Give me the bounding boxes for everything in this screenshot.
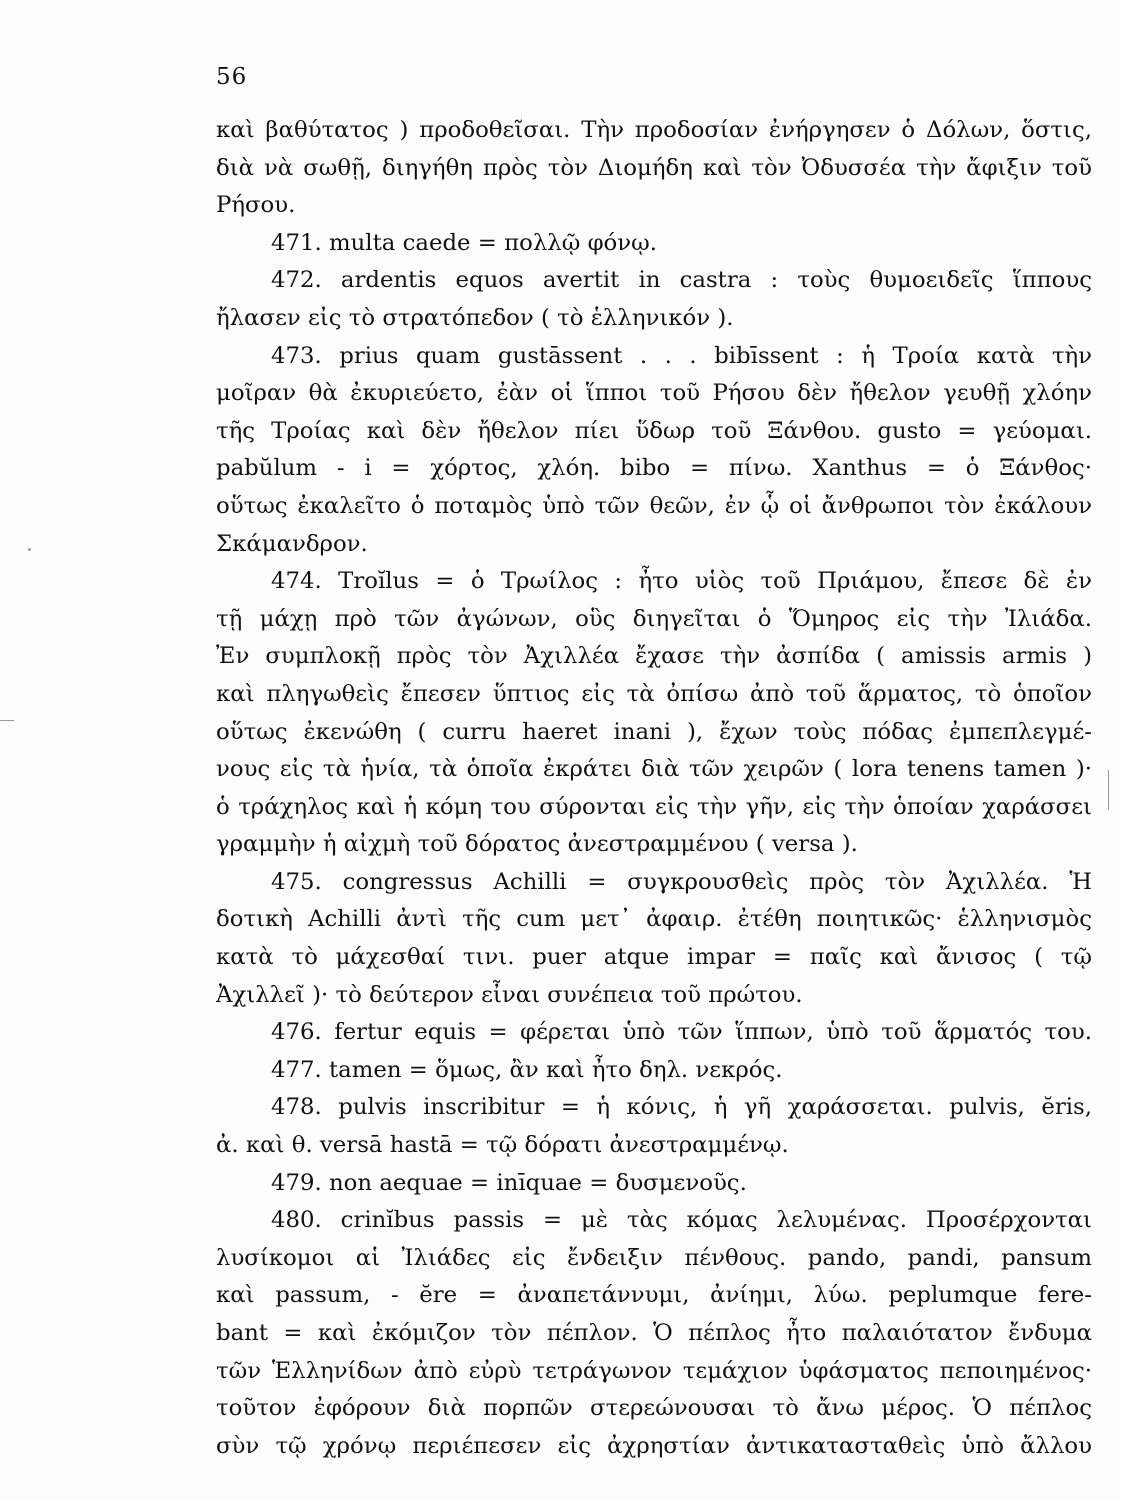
text-line: οὕτως ἐκενώθη ( curru haeret inani ), ἔχων τοὺς πόδας ἐμπεπλεγμέ- xyxy=(216,718,1092,745)
text-line: καὶ βαθύτατος ) προδοθεῖσαι. Τὴν προδοσίαν ἐνήργησεν ὁ Δόλων, ὅστις, xyxy=(216,117,1092,143)
text-line: δοτικὴ Achilli ἀντὶ τῆς cum μετ᾽ ἀφαιρ. ἐτέθη ποιητικῶς· ἑλληνισμὸς xyxy=(216,906,1092,933)
text-line: 477. tamen = ὅμως, ἂν καὶ ἦτο δηλ. νεκρός. xyxy=(271,1056,783,1083)
text-line: 474. Troĭlus = ὁ Τρωίλος : ἦτο υἱὸς τοῦ Πριάμου, ἔπεσε δὲ ἐν xyxy=(271,568,1092,595)
text-line: 473. prius quam gustāssent . . . bibīssent : ἡ Τροία κατὰ τὴν xyxy=(271,342,1092,369)
text-line: καὶ passum, - ĕre = ἀναπετάννυμι, ἀνίημι, λύω. peplumque fere- xyxy=(216,1282,1092,1309)
text-line: 472. ardentis equos avertit in castra : τοὺς θυμοειδεῖς ἵππους xyxy=(271,267,1092,294)
text-line: τῇ μάχῃ πρὸ τῶν ἀγώνων, οὓς διηγεῖται ὁ Ὅμηρος εἰς τὴν Ἰλιάδα. xyxy=(216,605,1092,632)
text-line: διὰ νὰ σωθῇ, διηγήθη πρὸς τὸν Διομήδη καὶ τὸν Ὀδυσσέα τὴν ἄφιξιν τοῦ xyxy=(216,154,1092,181)
scan-speck xyxy=(0,720,14,721)
text-line: κατὰ τὸ μάχεσθαί τινι. puer atque impar = παῖς καὶ ἄνισος ( τῷ xyxy=(216,944,1092,971)
scan-speck xyxy=(1108,770,1109,810)
text-line: 475. congressus Achilli = συγκρουσθεὶς πρὸς τὸν Ἀχιλλέα. Ἡ xyxy=(271,868,1092,895)
text-line: τῶν Ἑλληνίδων ἀπὸ εὐρὺ τετράγωνον τεμάχιον ὑφάσματος πεποιημένος· xyxy=(216,1357,1092,1384)
text-line: 480. crinĭbus passis = μὲ τὰς κόμας λελυμένας. Προσέρχονται xyxy=(271,1207,1092,1234)
text-line: οὕτως ἐκαλεῖτο ὁ ποταμὸς ὑπὸ τῶν θεῶν, ἐν ᾧ οἱ ἄνθρωποι τὸν ἐκάλουν xyxy=(216,492,1092,519)
text-line: Σκάμανδρον. xyxy=(216,530,368,557)
text-line: σὺν τῷ χρόνῳ περιέπεσεν εἰς ἀχρηστίαν ἀντικατασταθεὶς ὑπὸ ἄλλου xyxy=(216,1432,1092,1459)
page-text-body xyxy=(216,112,1092,1465)
text-line: τοῦτον ἐφόρουν διὰ πορπῶν στερεώνουσαι τὸ ἄνω μέρος. Ὁ πέπλος xyxy=(216,1395,1092,1422)
text-line: λυσίκομοι αἱ Ἰλιάδες εἰς ἔνδειξιν πένθους. pando, pandi, pansum xyxy=(216,1244,1092,1271)
text-line: Ἀχιλλεῖ )· τὸ δεύτερον εἶναι συνέπεια τοῦ πρώτου. xyxy=(216,981,803,1008)
text-line: Ἐν συμπλοκῇ πρὸς τὸν Ἀχιλλέα ἔχασε τὴν ἀσπίδα ( amissis armis ) xyxy=(216,643,1092,670)
text-line: τῆς Τροίας καὶ δὲν ἤθελον πίει ὕδωρ τοῦ Ξάνθου. gusto = γεύομαι. xyxy=(216,417,1092,444)
text-line: 479. non aequae = inīquae = δυσμενοῦς. xyxy=(271,1169,747,1196)
text-line: bant = καὶ ἐκόμιζον τὸν πέπλον. Ὁ πέπλος ἦτο παλαιότατον ἔνδυμα xyxy=(216,1320,1092,1346)
text-line: καὶ πληγωθεὶς ἔπεσεν ὕπτιος εἰς τὰ ὀπίσω ἀπὸ τοῦ ἅρματος, τὸ ὁποῖον xyxy=(216,680,1092,707)
text-line: γραμμὴν ἡ αἰχμὴ τοῦ δόρατος ἀνεστραμμένου ( versa ). xyxy=(216,831,858,858)
text-line: ὁ τράχηλος καὶ ἡ κόμη του σύρονται εἰς τὴν γῆν, εἰς τὴν ὁποίαν χαράσσει xyxy=(216,793,1092,820)
text-line: ἤλασεν εἰς τὸ στρατόπεδον ( τὸ ἑλληνικόν ). xyxy=(216,304,734,331)
scan-speck xyxy=(28,548,31,551)
text-line: νους εἰς τὰ ἡνία, τὰ ὁποῖα ἐκράτει διὰ τῶν χειρῶν ( lora tenens tamen )· xyxy=(216,756,1092,783)
text-line: 471. multa caede = πολλῷ φόνῳ. xyxy=(271,229,657,256)
page-number: 56 xyxy=(216,64,248,90)
text-line: ἀ. καὶ θ. versā hastā = τῷ δόρατι ἀνεστραμμένῳ. xyxy=(216,1132,789,1159)
text-line: 476. fertur equis = φέρεται ὑπὸ τῶν ἵππων, ὑπὸ τοῦ ἅρματός του. xyxy=(271,1019,1092,1046)
text-line: 478. pulvis inscribitur = ἡ κόνις, ἡ γῆ χαράσσεται. pulvis, ĕris, xyxy=(271,1094,1092,1121)
text-line: pabŭlum - i = χόρτος, χλόη. bibo = πίνω. Xanthus = ὁ Ξάνθος· xyxy=(216,455,1092,482)
text-line: μοῖραν θὰ ἐκυριεύετο, ἐὰν οἱ ἵπποι τοῦ Ρήσου δὲν ἤθελον γευθῇ χλόην xyxy=(216,380,1092,407)
text-line: Ρήσου. xyxy=(216,192,296,219)
